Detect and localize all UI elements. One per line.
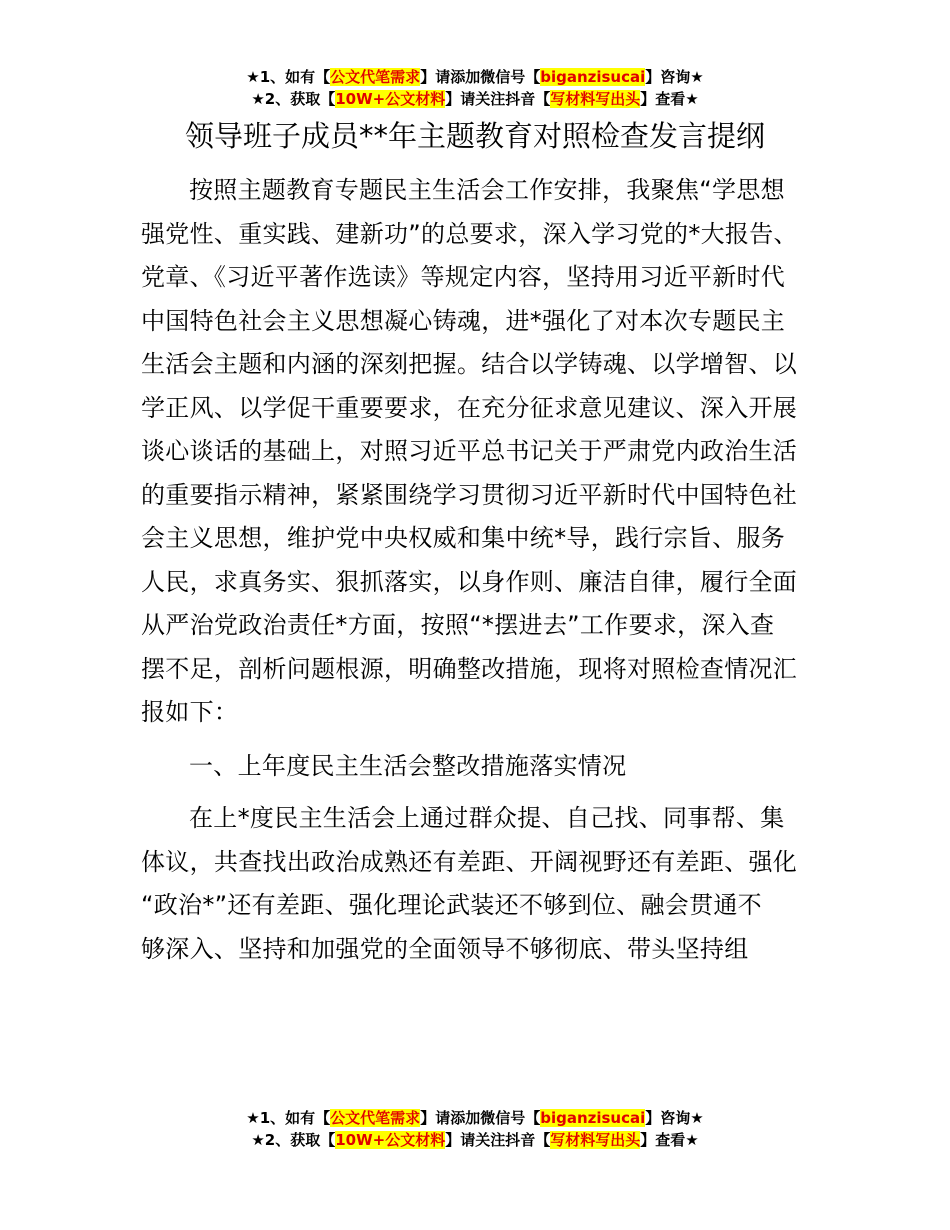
header-ad (0, 66, 950, 110)
section-heading-text: 一、上年度民主生活会整改措施落实情况 (189, 752, 627, 780)
paragraph-line: 谈心谈话的基础上，对照习近平总书记关于严肃党内政治生活 (141, 437, 798, 465)
header-ad-line-1-highlight-2: biganzisucai (540, 68, 646, 86)
footer-ad-line-1-suffix: 】咨询★ (645, 1109, 704, 1127)
footer-ad-line-1-highlight-1: 公文代笔需求 (330, 1109, 421, 1127)
footer-ad-line-2-highlight-1: 10W+公文材料 (335, 1131, 446, 1149)
paragraph-line: 学正风、以学促干重要要求，在充分征求意见建议、深入开展 (141, 393, 798, 422)
paragraph-line: 按照主题教育专题民主生活会工作安排，我聚焦“学思想 (189, 176, 785, 204)
paragraph-line: 报如下： (141, 698, 239, 726)
footer-ad-line-1-prefix: ★1、如有【 (246, 1109, 331, 1127)
footer-ad-line-2-prefix: ★2、获取【 (251, 1131, 336, 1149)
header-ad-line-1-middle: 】请添加微信号【 (420, 68, 541, 86)
paragraph-line: 的重要指示精神，紧紧围绕学习贯彻习近平新时代中国特色社 (141, 480, 798, 509)
paragraph-line: 强党性、重实践、建新功”的总要求，深入学习党的*大报告、 (141, 219, 798, 248)
header-ad-line-2-highlight-2: 写材料写出头 (550, 90, 641, 108)
header-ad-line-1 (0, 66, 950, 88)
header-ad-line-2-highlight-1: 10W+公文材料 (335, 90, 446, 108)
header-ad-line-2-middle: 】请关注抖音【 (445, 90, 551, 108)
paragraph-line: 党章、《习近平著作选读》等规定内容，坚持用习近平新时代 (141, 263, 786, 291)
section-heading-1 (141, 745, 813, 789)
footer-ad-line-1 (0, 1107, 950, 1129)
paragraph-line: 会主义思想，维护党中央权威和集中统*导，践行宗旨、服务 (141, 524, 786, 552)
paragraph-line: 从严治党政治责任*方面，按照“*摆进去”工作要求，深入查 (141, 611, 775, 639)
paragraph-2 (141, 797, 813, 971)
header-ad-line-2-suffix: 】查看★ (640, 90, 699, 108)
document-title: 领导班子成员**年主题教育对照检查发言提纲 (184, 119, 765, 153)
paragraph-line: 够深入、坚持和加强党的全面领导不够彻底、带头坚持组 (141, 934, 749, 963)
footer-ad-line-2-middle: 】请关注抖音【 (445, 1131, 551, 1149)
header-ad-line-2 (0, 88, 950, 110)
paragraph-line: 人民，求真务实、狠抓落实，以身作则、廉洁自律，履行全面 (141, 567, 798, 596)
paragraph-line: “政治*”还有差距、强化理论武装还不够到位、融会贯通不 (141, 891, 762, 919)
footer-ad-line-2 (0, 1129, 950, 1151)
header-ad-line-1-prefix: ★1、如有【 (246, 68, 331, 86)
header-ad-line-2-prefix: ★2、获取【 (251, 90, 336, 108)
header-ad-line-1-suffix: 】咨询★ (645, 68, 704, 86)
paragraph-line: 在上*度民主生活会上通过群众提、自己找、同事帮、集 (189, 804, 785, 832)
footer-ad-line-1-highlight-2: biganzisucai (540, 1109, 646, 1127)
paragraph-line: 摆不足，剖析问题根源，明确整改措施，现将对照检查情况汇 (141, 654, 798, 683)
header-ad-line-1-highlight-1: 公文代笔需求 (330, 68, 421, 86)
footer-ad-line-1-middle: 】请添加微信号【 (420, 1109, 541, 1127)
footer-ad (0, 1107, 950, 1151)
paragraph-1 (141, 169, 813, 735)
paragraph-line: 体议，共查找出政治成熟还有差距、开阔视野还有差距、强化 (141, 847, 798, 876)
footer-ad-line-2-suffix: 】查看★ (640, 1131, 699, 1149)
footer-ad-line-2-highlight-2: 写材料写出头 (550, 1131, 641, 1149)
paragraph-line: 生活会主题和内涵的深刻把握。结合以学铸魂、以学增智、以 (141, 350, 798, 378)
paragraph-line: 中国特色社会主义思想凝心铸魂，进*强化了对本次专题民主 (141, 306, 786, 335)
